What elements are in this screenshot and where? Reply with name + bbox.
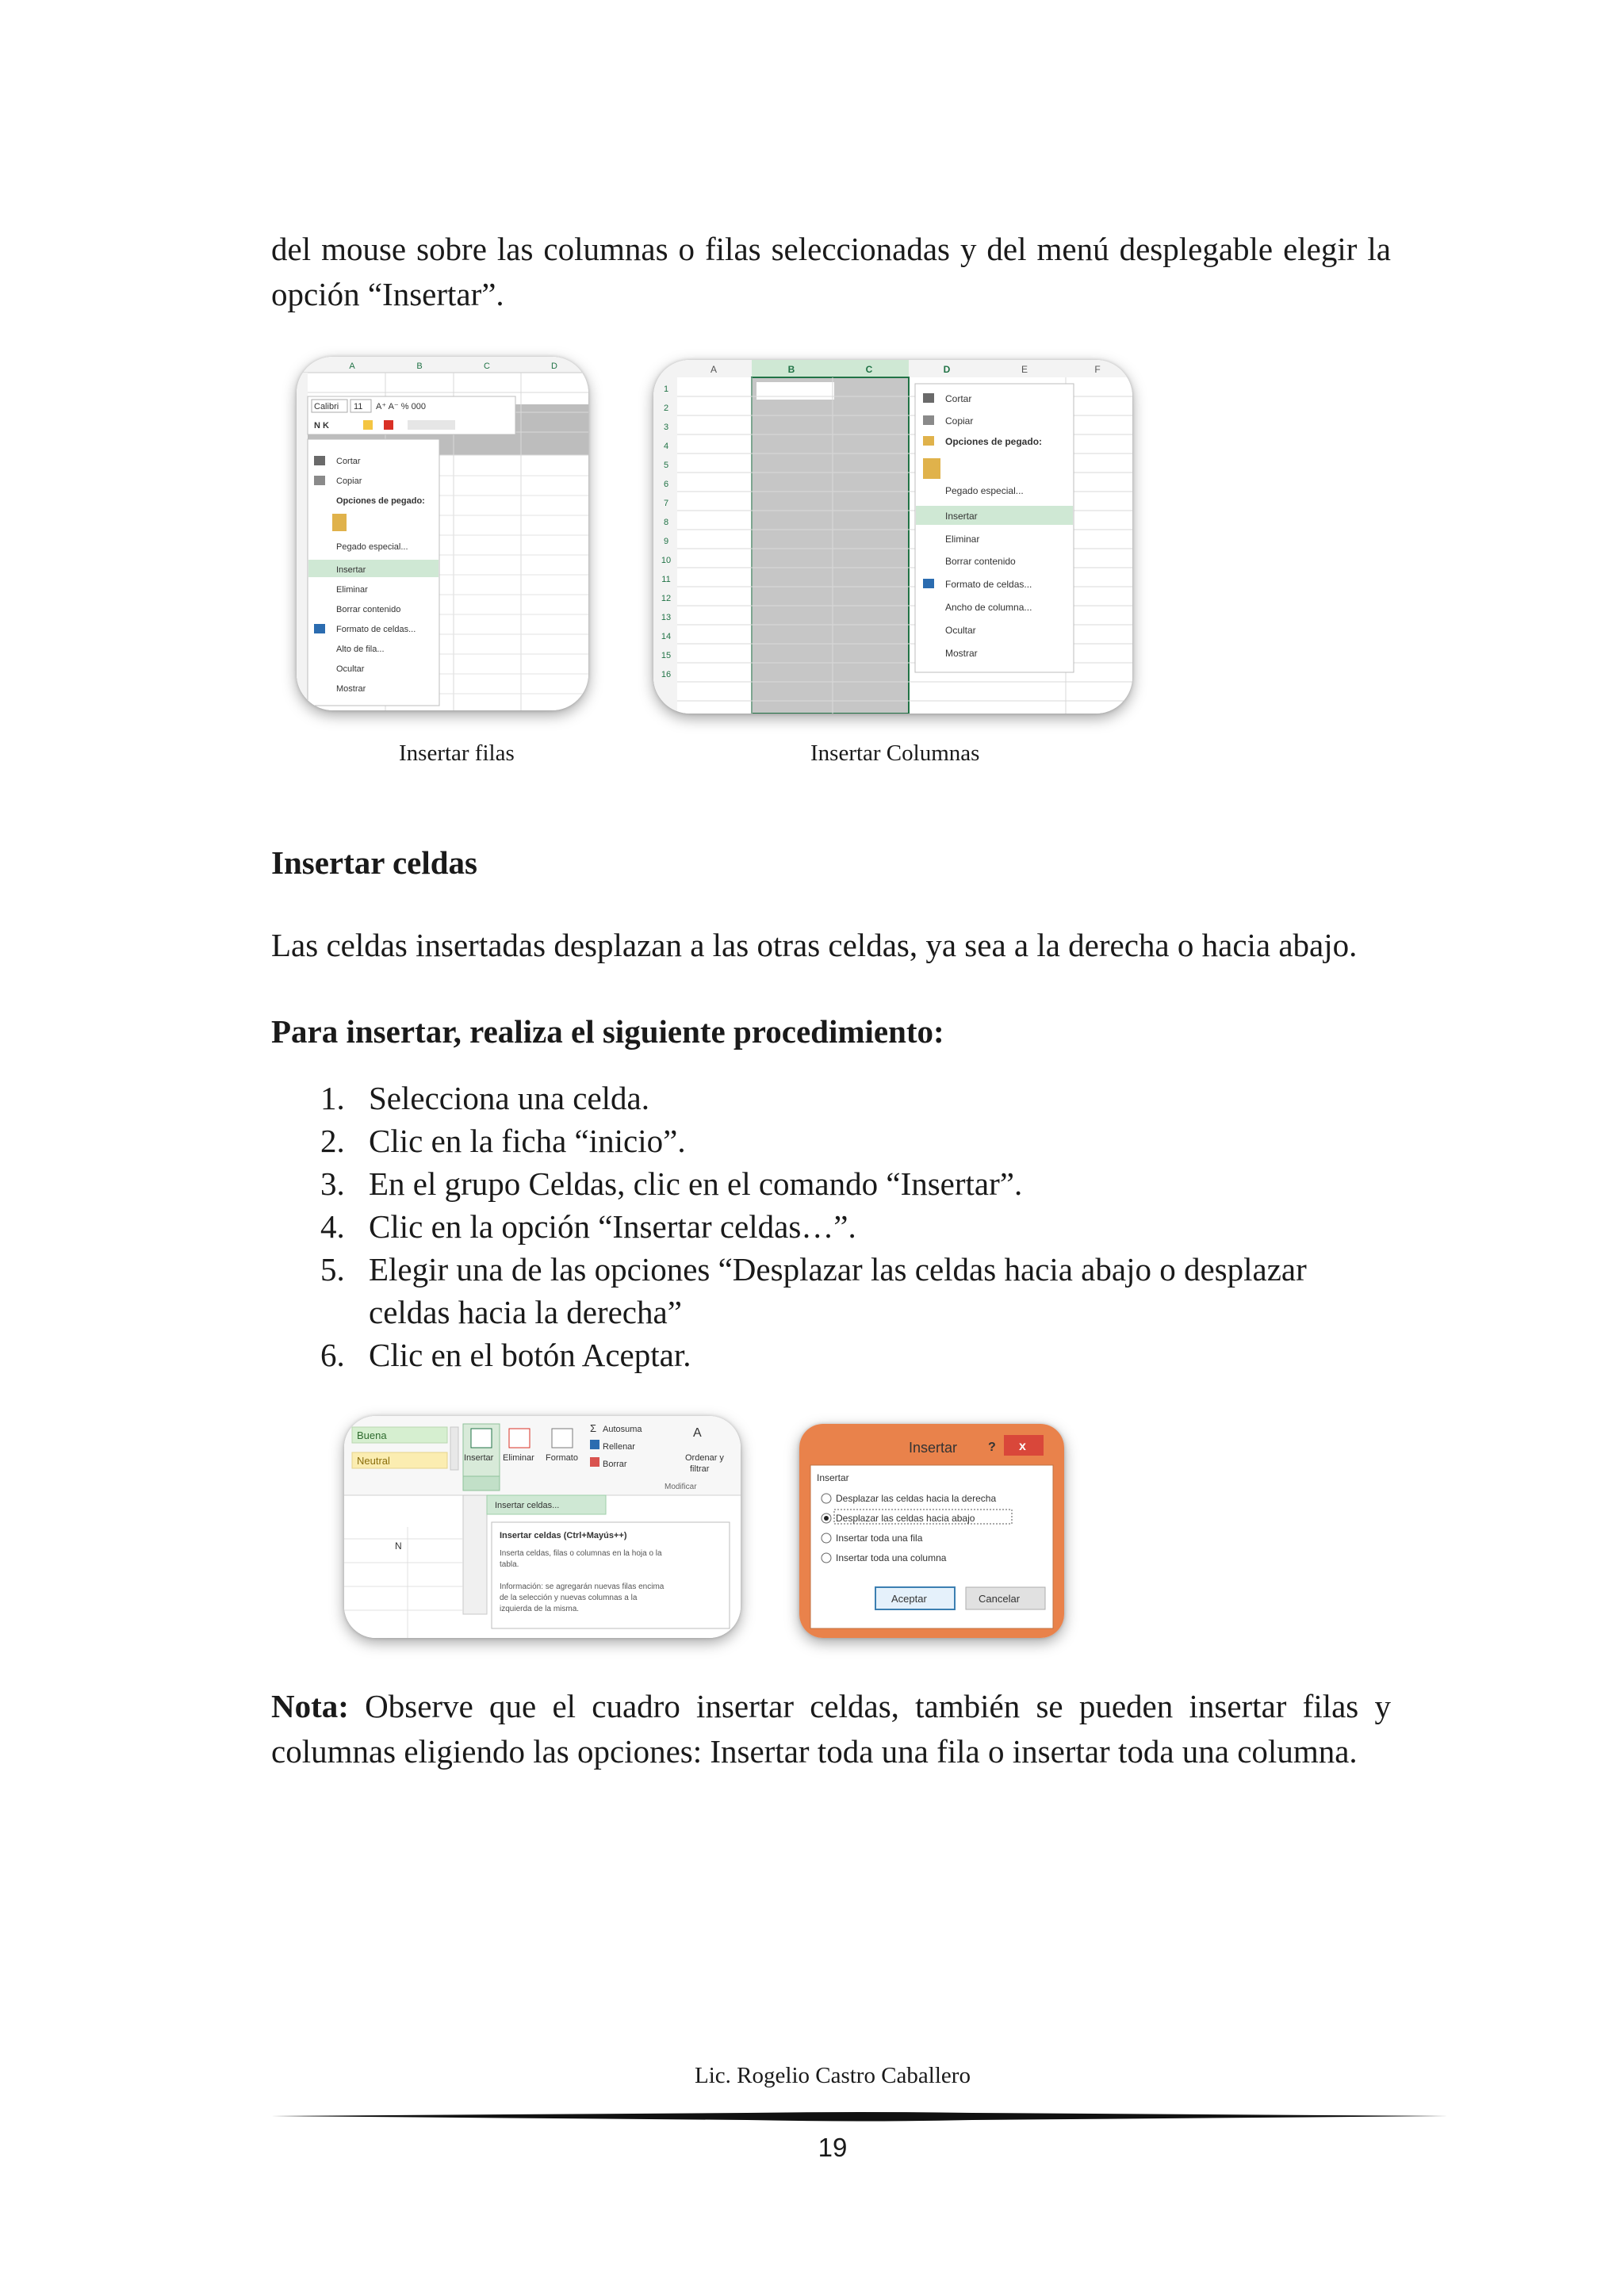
note-paragraph bbox=[271, 1684, 1391, 1774]
col-header: C bbox=[484, 362, 490, 371]
tooltip-title: Insertar celdas (Ctrl+Mayús++) bbox=[500, 1531, 627, 1540]
step-number: 3. bbox=[320, 1165, 345, 1202]
row-number: 7 bbox=[663, 499, 669, 508]
menu-item: Ocultar bbox=[336, 664, 365, 674]
col-header: F bbox=[1094, 364, 1101, 375]
col-header: A bbox=[710, 364, 718, 375]
step-item bbox=[271, 1119, 1391, 1162]
footer-divider bbox=[271, 2111, 1448, 2122]
caption-insert-columns: Insertar Columnas bbox=[810, 740, 980, 766]
row-number: 8 bbox=[663, 518, 669, 527]
insert-rows-screenshot bbox=[297, 357, 588, 710]
dialog-option: Desplazar las celdas hacia abajo bbox=[836, 1513, 975, 1524]
menu-item: Cortar bbox=[336, 457, 361, 466]
step-number: 4. bbox=[320, 1208, 345, 1245]
tooltip-info: izquierda de la misma. bbox=[500, 1605, 580, 1613]
col-header: A bbox=[349, 362, 355, 371]
dialog-title: Insertar bbox=[909, 1440, 958, 1456]
col-header: B bbox=[416, 362, 423, 371]
intro-paragraph: del mouse sobre las columnas o filas seleccionadas y del menú desplegable elegir la opción “Insertar”. bbox=[271, 231, 1391, 312]
insert-rows-illustration bbox=[297, 357, 588, 710]
row-number: 3 bbox=[663, 423, 669, 432]
ribbon-group-label: Modificar bbox=[665, 1483, 697, 1491]
step-item bbox=[271, 1248, 1391, 1334]
step-text: Clic en el botón Aceptar. bbox=[369, 1337, 691, 1373]
row-number: 6 bbox=[663, 480, 669, 489]
tooltip-body: Inserta celdas, filas o columnas en la hoja o la bbox=[500, 1549, 662, 1558]
step-number: 5. bbox=[320, 1251, 345, 1288]
menu-item: Eliminar bbox=[945, 534, 980, 545]
menu-item: Formato de celdas... bbox=[336, 625, 416, 634]
row-number: 16 bbox=[661, 670, 672, 679]
menu-item: Copiar bbox=[945, 415, 974, 427]
col-header: D bbox=[551, 362, 557, 371]
menu-item: Borrar contenido bbox=[945, 556, 1016, 567]
menu-item: Insertar bbox=[945, 511, 978, 522]
menu-item: Ancho de columna... bbox=[945, 602, 1032, 613]
insert-dialog-screenshot bbox=[799, 1424, 1064, 1638]
procedure-heading: Para insertar, realiza el siguiente procedimiento: bbox=[271, 1013, 944, 1050]
menu-item: Mostrar bbox=[945, 648, 978, 659]
step-number: 2. bbox=[320, 1123, 345, 1159]
col-header: D bbox=[943, 364, 951, 375]
ribbon-insert-cells-screenshot bbox=[344, 1416, 741, 1638]
menu-insertar-celdas: Insertar celdas... bbox=[495, 1501, 560, 1510]
ribbon-formato: Formato bbox=[546, 1453, 578, 1463]
row-number: 14 bbox=[661, 632, 672, 641]
ribbon-autosuma: Autosuma bbox=[603, 1425, 642, 1434]
menu-item: Borrar contenido bbox=[336, 605, 401, 614]
dialog-option: Desplazar las celdas hacia la derecha bbox=[836, 1493, 997, 1504]
svg-text:A: A bbox=[693, 1426, 702, 1440]
ribbon-ordenar: Ordenar y bbox=[685, 1453, 724, 1463]
toolbar-extra: A⁺ A⁻ % 000 bbox=[376, 402, 426, 411]
menu-item: Ocultar bbox=[945, 625, 976, 636]
menu-item: Pegado especial... bbox=[336, 542, 408, 552]
style-buena: Buena bbox=[357, 1429, 387, 1441]
col-header: C bbox=[865, 364, 873, 375]
dialog-group-label: Insertar bbox=[817, 1472, 849, 1483]
menu-item: Opciones de pegado: bbox=[336, 496, 425, 506]
row-number: 9 bbox=[663, 537, 669, 546]
step-text: En el grupo Celdas, clic en el comando “Insertar”. bbox=[369, 1165, 1023, 1202]
ribbon-borrar: Borrar bbox=[603, 1460, 627, 1469]
tooltip-info: Información: se agregarán nuevas filas encima bbox=[500, 1582, 665, 1591]
dialog-option: Insertar toda una fila bbox=[836, 1533, 923, 1544]
svg-text:Σ: Σ bbox=[590, 1422, 597, 1434]
ok-button: Aceptar bbox=[891, 1593, 927, 1605]
menu-item: Insertar bbox=[336, 565, 366, 575]
note-label: Nota: bbox=[271, 1688, 349, 1724]
row-number: 5 bbox=[663, 461, 669, 470]
caption-insert-rows: Insertar filas bbox=[399, 740, 515, 766]
section-paragraph: Las celdas insertadas desplazan a las otras celdas, ya sea a la derecha o hacia abajo. bbox=[271, 927, 1358, 963]
step-number: 6. bbox=[320, 1337, 345, 1373]
row-number: 15 bbox=[661, 651, 672, 660]
menu-item: Alto de fila... bbox=[336, 645, 385, 654]
step-item bbox=[271, 1077, 1391, 1119]
menu-item: Formato de celdas... bbox=[945, 579, 1032, 590]
cancel-button: Cancelar bbox=[979, 1593, 1021, 1605]
step-number: 1. bbox=[320, 1080, 345, 1116]
section-heading: Insertar celdas bbox=[271, 844, 478, 881]
step-item bbox=[271, 1334, 1391, 1376]
page-number: 19 bbox=[818, 2133, 848, 2162]
menu-item: Eliminar bbox=[336, 585, 368, 595]
ribbon-illustration bbox=[344, 1416, 741, 1638]
close-icon: x bbox=[1019, 1440, 1026, 1453]
step-text: Elegir una de las opciones “Desplazar las celdas hacia abajo o desplazar celdas hacia la derecha” bbox=[369, 1251, 1307, 1330]
col-header: E bbox=[1021, 364, 1028, 375]
font-size: 11 bbox=[354, 402, 363, 411]
insert-columns-screenshot bbox=[653, 360, 1132, 714]
menu-item: Mostrar bbox=[336, 684, 366, 694]
col-label: N bbox=[395, 1540, 402, 1552]
menu-item: Cortar bbox=[945, 393, 972, 404]
tooltip-body: tabla. bbox=[500, 1560, 519, 1569]
row-number: 10 bbox=[661, 556, 672, 565]
dialog-illustration bbox=[799, 1424, 1064, 1638]
tooltip-info: de la selección y nuevas columnas a la bbox=[500, 1594, 638, 1602]
menu-item: Copiar bbox=[336, 476, 362, 486]
menu-item: Opciones de pegado: bbox=[945, 436, 1043, 447]
step-item bbox=[271, 1162, 1391, 1205]
col-header: B bbox=[787, 364, 795, 375]
step-text: Selecciona una celda. bbox=[369, 1080, 650, 1116]
note-text: Observe que el cuadro insertar celdas, también se pueden insertar filas y columnas eligiendo las opciones: Insertar toda una fila o insertar toda una columna. bbox=[271, 1688, 1391, 1770]
ribbon-rellenar: Rellenar bbox=[603, 1442, 635, 1452]
ribbon-insertar: Insertar bbox=[464, 1453, 494, 1463]
row-number: 11 bbox=[661, 575, 671, 584]
ribbon-eliminar: Eliminar bbox=[503, 1453, 534, 1463]
row-number: 13 bbox=[661, 613, 672, 622]
step-text: Clic en la ficha “inicio”. bbox=[369, 1123, 686, 1159]
insert-columns-illustration bbox=[653, 360, 1132, 714]
row-number: 4 bbox=[663, 442, 669, 451]
step-item bbox=[271, 1205, 1391, 1248]
bold-italic-icons: N K bbox=[314, 421, 329, 430]
font-name: Calibri bbox=[314, 402, 339, 411]
help-icon: ? bbox=[988, 1441, 996, 1454]
step-text: Clic en la opción “Insertar celdas…”. bbox=[369, 1208, 856, 1245]
row-number: 2 bbox=[663, 404, 669, 413]
steps-list bbox=[271, 1077, 1391, 1376]
row-number: 12 bbox=[661, 594, 672, 603]
menu-item: Pegado especial... bbox=[945, 485, 1024, 496]
footer-author: Lic. Rogelio Castro Caballero bbox=[695, 2063, 971, 2088]
row-number: 1 bbox=[663, 385, 669, 394]
ribbon-filtrar: filtrar bbox=[690, 1464, 710, 1474]
dialog-option: Insertar toda una columna bbox=[836, 1552, 947, 1563]
style-neutral: Neutral bbox=[357, 1455, 390, 1467]
